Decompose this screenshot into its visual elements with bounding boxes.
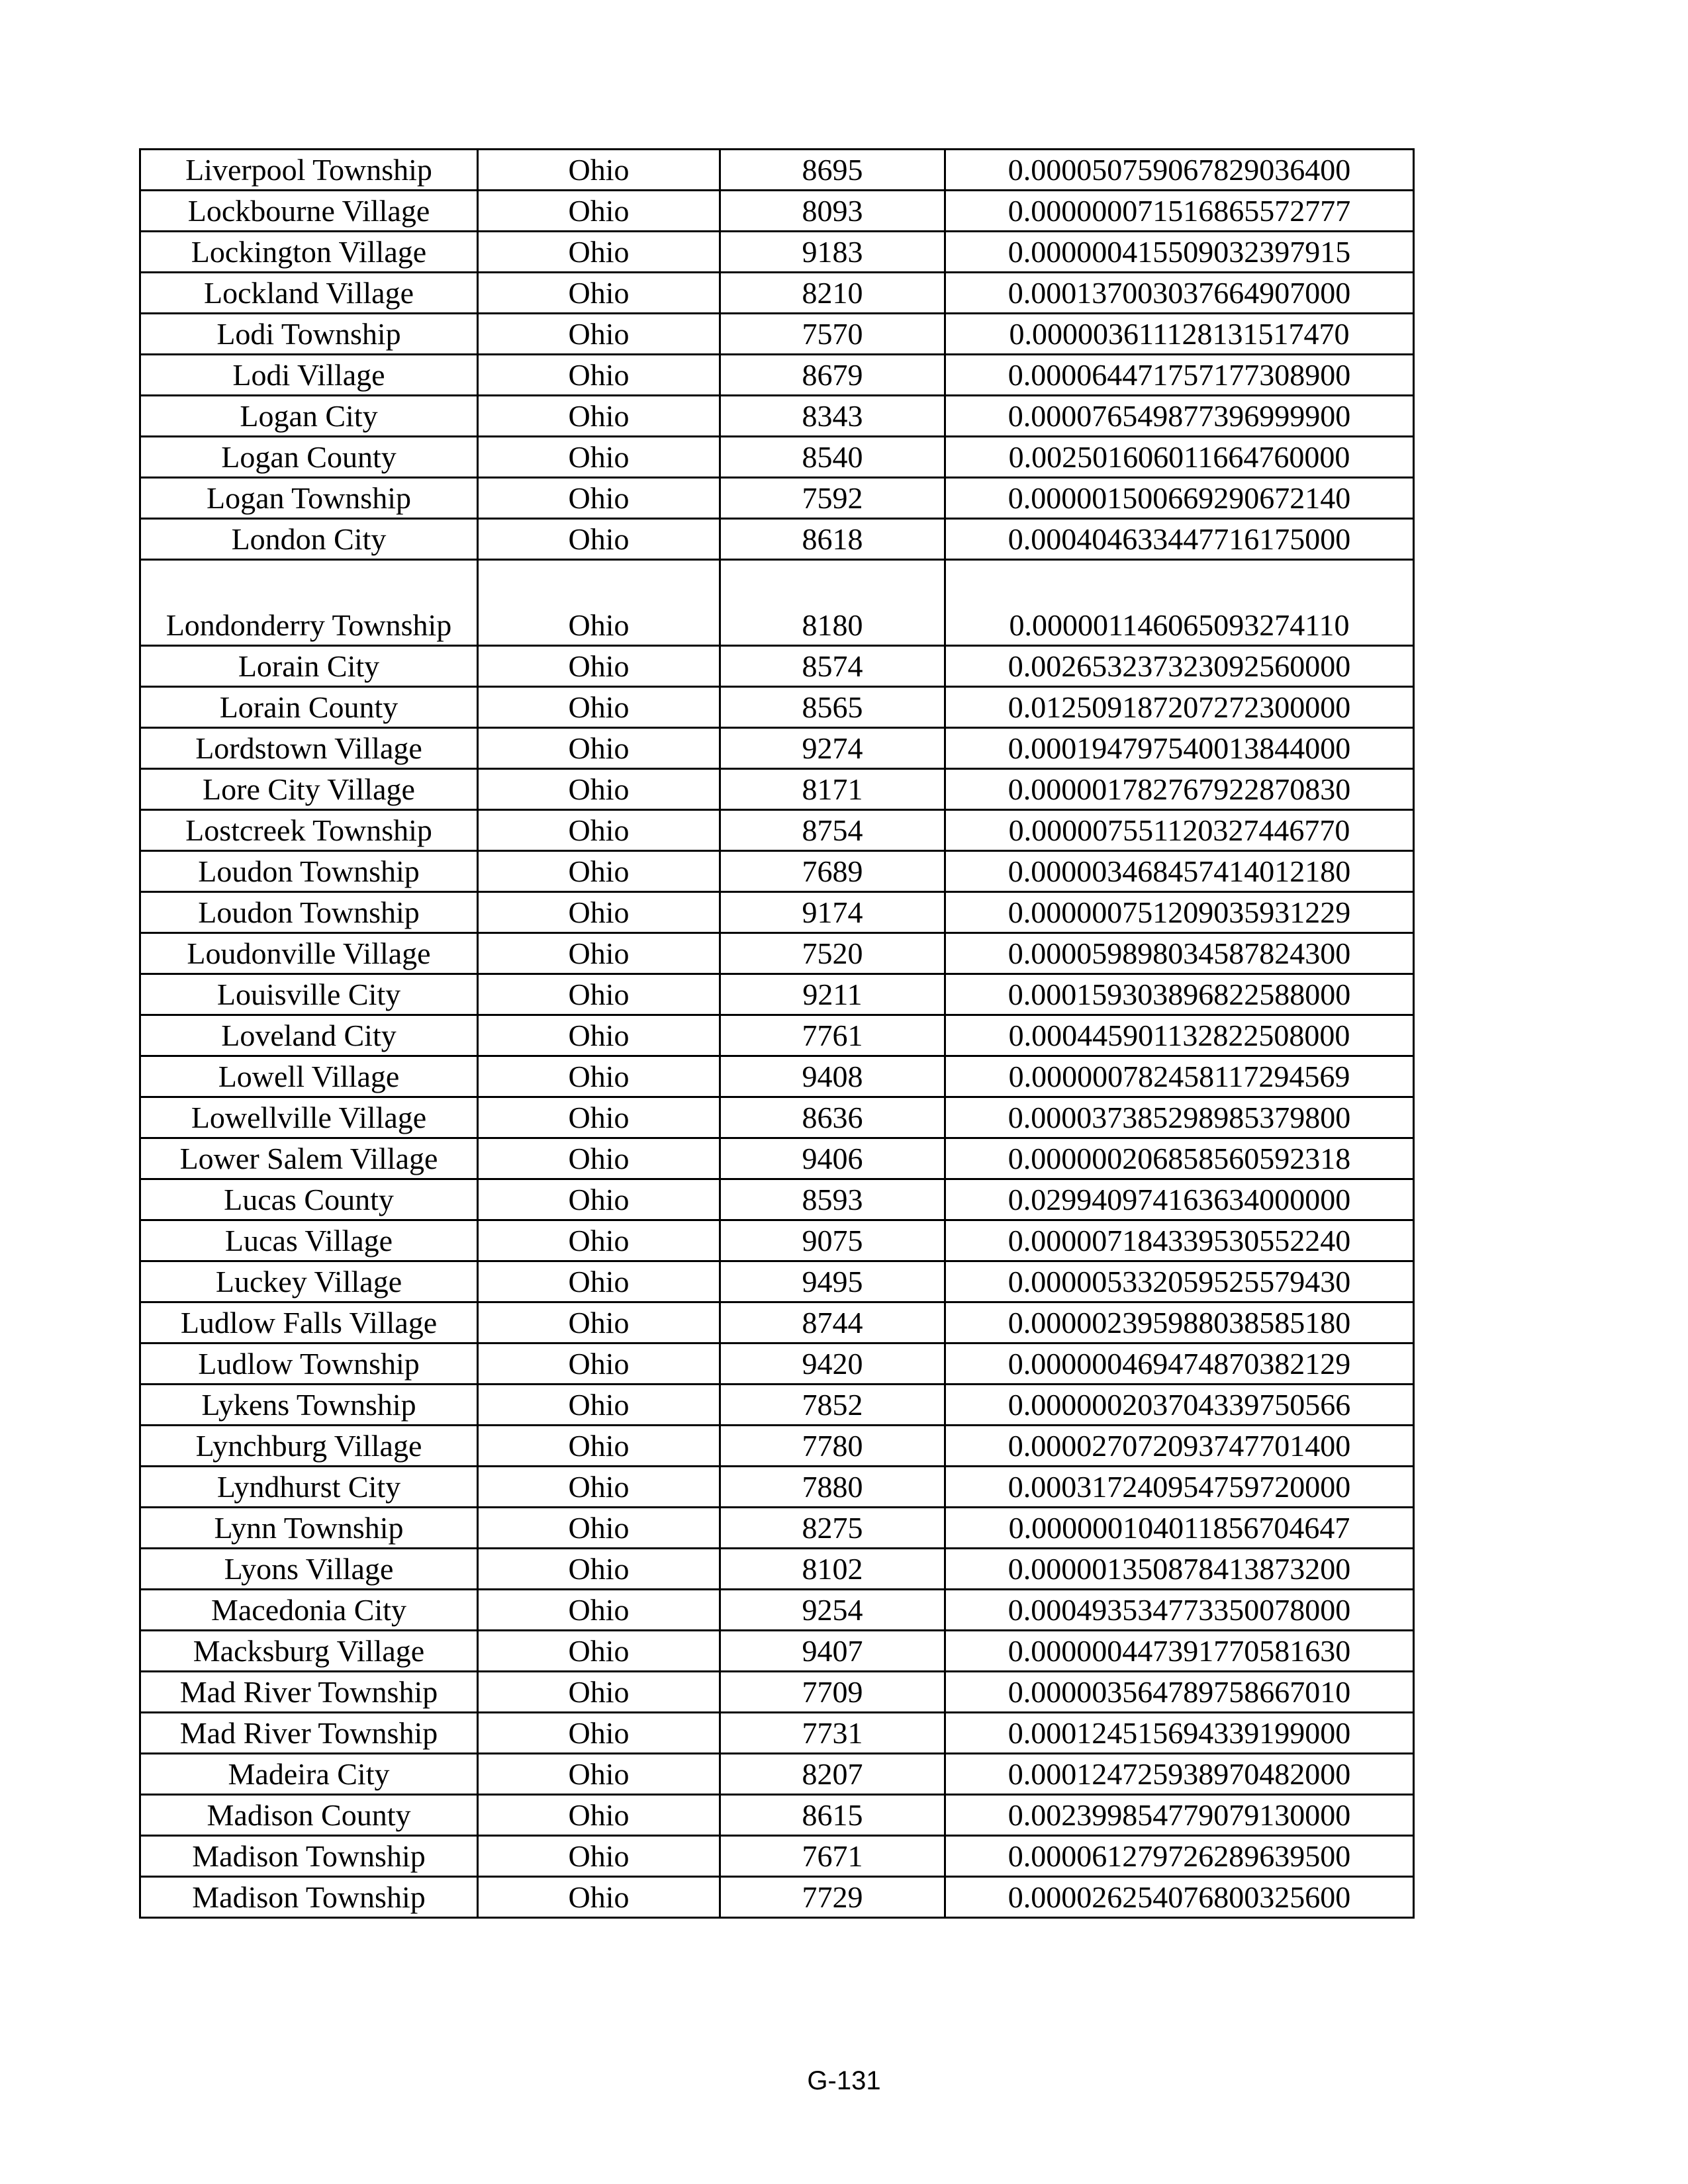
cell-entity-name: Macksburg Village: [140, 1631, 478, 1672]
cell-state: Ohio: [478, 1261, 720, 1302]
cell-value: 0.000000447391770581630: [945, 1631, 1414, 1672]
cell-value: 0.000000071516865572777: [945, 191, 1414, 232]
cell-code: 7729: [720, 1877, 945, 1918]
table-row: [140, 974, 1414, 1015]
table-row: [140, 1672, 1414, 1713]
table-row: [140, 1302, 1414, 1343]
cell-code: 8343: [720, 396, 945, 437]
cell-state: Ohio: [478, 191, 720, 232]
table-row: [140, 232, 1414, 273]
table-row: [140, 1385, 1414, 1426]
cell-state: Ohio: [478, 1343, 720, 1385]
cell-code: 7671: [720, 1836, 945, 1877]
table-row: [140, 396, 1414, 437]
cell-code: 8180: [720, 560, 945, 646]
table-row: [140, 560, 1414, 646]
cell-code: 9254: [720, 1590, 945, 1631]
cell-entity-name: Lockbourne Village: [140, 191, 478, 232]
cell-entity-name: Madison County: [140, 1795, 478, 1836]
cell-value: 0.029940974163634000000: [945, 1179, 1414, 1220]
cell-state: Ohio: [478, 1220, 720, 1261]
cell-state: Ohio: [478, 1302, 720, 1343]
cell-value: 0.000026254076800325600: [945, 1877, 1414, 1918]
cell-value: 0.000000751209035931229: [945, 892, 1414, 933]
cell-value: 0.000003611128131517470: [945, 314, 1414, 355]
table-body: [140, 150, 1414, 1918]
cell-code: 8565: [720, 687, 945, 728]
cell-code: 9420: [720, 1343, 945, 1385]
table-row: [140, 519, 1414, 560]
cell-entity-name: Lordstown Village: [140, 728, 478, 769]
cell-value: 0.000445901132822508000: [945, 1015, 1414, 1056]
cell-code: 7880: [720, 1467, 945, 1508]
cell-value: 0.000007551120327446770: [945, 810, 1414, 851]
cell-state: Ohio: [478, 1015, 720, 1056]
table-row: [140, 1631, 1414, 1672]
cell-value: 0.002501606011664760000: [945, 437, 1414, 478]
cell-code: 7852: [720, 1385, 945, 1426]
cell-state: Ohio: [478, 437, 720, 478]
table-row: [140, 687, 1414, 728]
table-row: [140, 1549, 1414, 1590]
cell-entity-name: Logan City: [140, 396, 478, 437]
cell-state: Ohio: [478, 810, 720, 851]
cell-state: Ohio: [478, 355, 720, 396]
cell-code: 8210: [720, 273, 945, 314]
cell-code: 8207: [720, 1754, 945, 1795]
table-row: [140, 1795, 1414, 1836]
cell-entity-name: Lockington Village: [140, 232, 478, 273]
cell-state: Ohio: [478, 396, 720, 437]
cell-code: 7592: [720, 478, 945, 519]
cell-value: 0.000000469474870382129: [945, 1343, 1414, 1385]
cell-value: 0.000000206858560592318: [945, 1138, 1414, 1179]
cell-entity-name: Ludlow Township: [140, 1343, 478, 1385]
cell-entity-name: Ludlow Falls Village: [140, 1302, 478, 1343]
cell-entity-name: Lowell Village: [140, 1056, 478, 1097]
cell-state: Ohio: [478, 1097, 720, 1138]
table-row: [140, 1220, 1414, 1261]
cell-state: Ohio: [478, 1508, 720, 1549]
cell-value: 0.000037385298985379800: [945, 1097, 1414, 1138]
cell-value: 0.000007184339530552240: [945, 1220, 1414, 1261]
cell-state: Ohio: [478, 1754, 720, 1795]
cell-state: Ohio: [478, 1590, 720, 1631]
cell-code: 7520: [720, 933, 945, 974]
cell-state: Ohio: [478, 974, 720, 1015]
cell-entity-name: Loveland City: [140, 1015, 478, 1056]
cell-entity-name: London City: [140, 519, 478, 560]
cell-code: 8695: [720, 150, 945, 191]
cell-code: 9211: [720, 974, 945, 1015]
cell-entity-name: Lodi Village: [140, 355, 478, 396]
cell-state: Ohio: [478, 1877, 720, 1918]
allocation-table: [139, 148, 1415, 1919]
cell-value: 0.000159303896822588000: [945, 974, 1414, 1015]
cell-entity-name: Lower Salem Village: [140, 1138, 478, 1179]
cell-entity-name: Lynn Township: [140, 1508, 478, 1549]
table-row: [140, 933, 1414, 974]
cell-code: 8618: [720, 519, 945, 560]
cell-code: 8275: [720, 1508, 945, 1549]
cell-code: 7761: [720, 1015, 945, 1056]
cell-entity-name: Mad River Township: [140, 1713, 478, 1754]
table-row: [140, 646, 1414, 687]
cell-code: 9495: [720, 1261, 945, 1302]
cell-entity-name: Mad River Township: [140, 1672, 478, 1713]
cell-code: 8754: [720, 810, 945, 851]
cell-state: Ohio: [478, 687, 720, 728]
cell-code: 8636: [720, 1097, 945, 1138]
cell-entity-name: Lucas Village: [140, 1220, 478, 1261]
table-row: [140, 1179, 1414, 1220]
cell-state: Ohio: [478, 728, 720, 769]
cell-state: Ohio: [478, 1179, 720, 1220]
cell-value: 0.000493534773350078000: [945, 1590, 1414, 1631]
table-row: [140, 150, 1414, 191]
cell-value: 0.000076549877396999900: [945, 396, 1414, 437]
cell-state: Ohio: [478, 933, 720, 974]
cell-code: 9406: [720, 1138, 945, 1179]
cell-value: 0.000000203704339750566: [945, 1385, 1414, 1426]
cell-value: 0.000050759067829036400: [945, 150, 1414, 191]
cell-code: 8679: [720, 355, 945, 396]
cell-code: 9407: [720, 1631, 945, 1672]
cell-value: 0.000124515694339199000: [945, 1713, 1414, 1754]
cell-entity-name: Lynchburg Village: [140, 1426, 478, 1467]
page-number: G-131: [807, 2066, 881, 2095]
cell-entity-name: Liverpool Township: [140, 150, 478, 191]
cell-entity-name: Madison Township: [140, 1877, 478, 1918]
cell-value: 0.000002395988038585180: [945, 1302, 1414, 1343]
cell-value: 0.000137003037664907000: [945, 273, 1414, 314]
cell-value: 0.000001350878413873200: [945, 1549, 1414, 1590]
table-row: [140, 1261, 1414, 1302]
cell-state: Ohio: [478, 1056, 720, 1097]
cell-state: Ohio: [478, 1795, 720, 1836]
cell-entity-name: Lore City Village: [140, 769, 478, 810]
cell-entity-name: Loudonville Village: [140, 933, 478, 974]
cell-state: Ohio: [478, 892, 720, 933]
cell-entity-name: Madison Township: [140, 1836, 478, 1877]
cell-state: Ohio: [478, 150, 720, 191]
cell-state: Ohio: [478, 769, 720, 810]
table-row: [140, 191, 1414, 232]
table-row: [140, 1467, 1414, 1508]
cell-value: 0.000000415509032397915: [945, 232, 1414, 273]
cell-state: Ohio: [478, 1713, 720, 1754]
cell-value: 0.000000782458117294569: [945, 1056, 1414, 1097]
cell-value: 0.012509187207272300000: [945, 687, 1414, 728]
cell-value: 0.000000104011856704647: [945, 1508, 1414, 1549]
cell-value: 0.000003468457414012180: [945, 851, 1414, 892]
cell-code: 9408: [720, 1056, 945, 1097]
cell-code: 7689: [720, 851, 945, 892]
table-row: [140, 769, 1414, 810]
cell-state: Ohio: [478, 1672, 720, 1713]
cell-entity-name: Macedonia City: [140, 1590, 478, 1631]
cell-entity-name: Luckey Village: [140, 1261, 478, 1302]
cell-value: 0.000059898034587824300: [945, 933, 1414, 974]
cell-code: 9174: [720, 892, 945, 933]
cell-value: 0.002399854779079130000: [945, 1795, 1414, 1836]
table-row: [140, 892, 1414, 933]
cell-value: 0.000027072093747701400: [945, 1426, 1414, 1467]
cell-state: Ohio: [478, 1631, 720, 1672]
cell-code: 8093: [720, 191, 945, 232]
cell-state: Ohio: [478, 478, 720, 519]
cell-entity-name: Louisville City: [140, 974, 478, 1015]
cell-code: 8102: [720, 1549, 945, 1590]
cell-value: 0.000194797540013844000: [945, 728, 1414, 769]
cell-entity-name: Londonderry Township: [140, 560, 478, 646]
table-row: [140, 1426, 1414, 1467]
cell-value: 0.000001146065093274110: [945, 560, 1414, 646]
cell-state: Ohio: [478, 646, 720, 687]
cell-state: Ohio: [478, 851, 720, 892]
cell-state: Ohio: [478, 1138, 720, 1179]
table-row: [140, 314, 1414, 355]
cell-state: Ohio: [478, 1385, 720, 1426]
cell-entity-name: Loudon Township: [140, 851, 478, 892]
table-row: [140, 728, 1414, 769]
table-row: [140, 273, 1414, 314]
cell-value: 0.000003564789758667010: [945, 1672, 1414, 1713]
cell-code: 7731: [720, 1713, 945, 1754]
cell-state: Ohio: [478, 314, 720, 355]
cell-code: 8593: [720, 1179, 945, 1220]
cell-entity-name: Madeira City: [140, 1754, 478, 1795]
cell-value: 0.000124725938970482000: [945, 1754, 1414, 1795]
cell-code: 8171: [720, 769, 945, 810]
table-row: [140, 810, 1414, 851]
table-row: [140, 1056, 1414, 1097]
cell-code: 8540: [720, 437, 945, 478]
cell-entity-name: Lowellville Village: [140, 1097, 478, 1138]
cell-value: 0.000317240954759720000: [945, 1467, 1414, 1508]
cell-code: 7570: [720, 314, 945, 355]
cell-code: 8574: [720, 646, 945, 687]
table-row: [140, 1508, 1414, 1549]
cell-entity-name: Lorain County: [140, 687, 478, 728]
table-row: [140, 1590, 1414, 1631]
cell-state: Ohio: [478, 273, 720, 314]
cell-entity-name: Lucas County: [140, 1179, 478, 1220]
table-row: [140, 1097, 1414, 1138]
cell-entity-name: Logan County: [140, 437, 478, 478]
cell-code: 7709: [720, 1672, 945, 1713]
table-row: [140, 1015, 1414, 1056]
table-row: [140, 1877, 1414, 1918]
table-row: [140, 355, 1414, 396]
cell-value: 0.000404633447716175000: [945, 519, 1414, 560]
cell-code: 9075: [720, 1220, 945, 1261]
cell-state: Ohio: [478, 1836, 720, 1877]
cell-entity-name: Logan Township: [140, 478, 478, 519]
cell-value: 0.000001500669290672140: [945, 478, 1414, 519]
table-row: [140, 1836, 1414, 1877]
cell-entity-name: Lorain City: [140, 646, 478, 687]
cell-state: Ohio: [478, 1549, 720, 1590]
table-row: [140, 437, 1414, 478]
table-row: [140, 851, 1414, 892]
cell-entity-name: Lockland Village: [140, 273, 478, 314]
cell-entity-name: Loudon Township: [140, 892, 478, 933]
cell-state: Ohio: [478, 519, 720, 560]
table-row: [140, 1713, 1414, 1754]
cell-state: Ohio: [478, 232, 720, 273]
cell-state: Ohio: [478, 560, 720, 646]
cell-value: 0.002653237323092560000: [945, 646, 1414, 687]
cell-state: Ohio: [478, 1467, 720, 1508]
cell-entity-name: Lostcreek Township: [140, 810, 478, 851]
table-row: [140, 1754, 1414, 1795]
cell-code: 8615: [720, 1795, 945, 1836]
cell-entity-name: Lodi Township: [140, 314, 478, 355]
cell-code: 8744: [720, 1302, 945, 1343]
table-row: [140, 1343, 1414, 1385]
cell-entity-name: Lyndhurst City: [140, 1467, 478, 1508]
cell-code: 9274: [720, 728, 945, 769]
table-row: [140, 478, 1414, 519]
cell-value: 0.000005332059525579430: [945, 1261, 1414, 1302]
cell-value: 0.000061279726289639500: [945, 1836, 1414, 1877]
cell-entity-name: Lyons Village: [140, 1549, 478, 1590]
table-row: [140, 1138, 1414, 1179]
cell-state: Ohio: [478, 1426, 720, 1467]
cell-value: 0.000001782767922870830: [945, 769, 1414, 810]
cell-value: 0.000064471757177308900: [945, 355, 1414, 396]
cell-code: 7780: [720, 1426, 945, 1467]
cell-entity-name: Lykens Township: [140, 1385, 478, 1426]
cell-code: 9183: [720, 232, 945, 273]
